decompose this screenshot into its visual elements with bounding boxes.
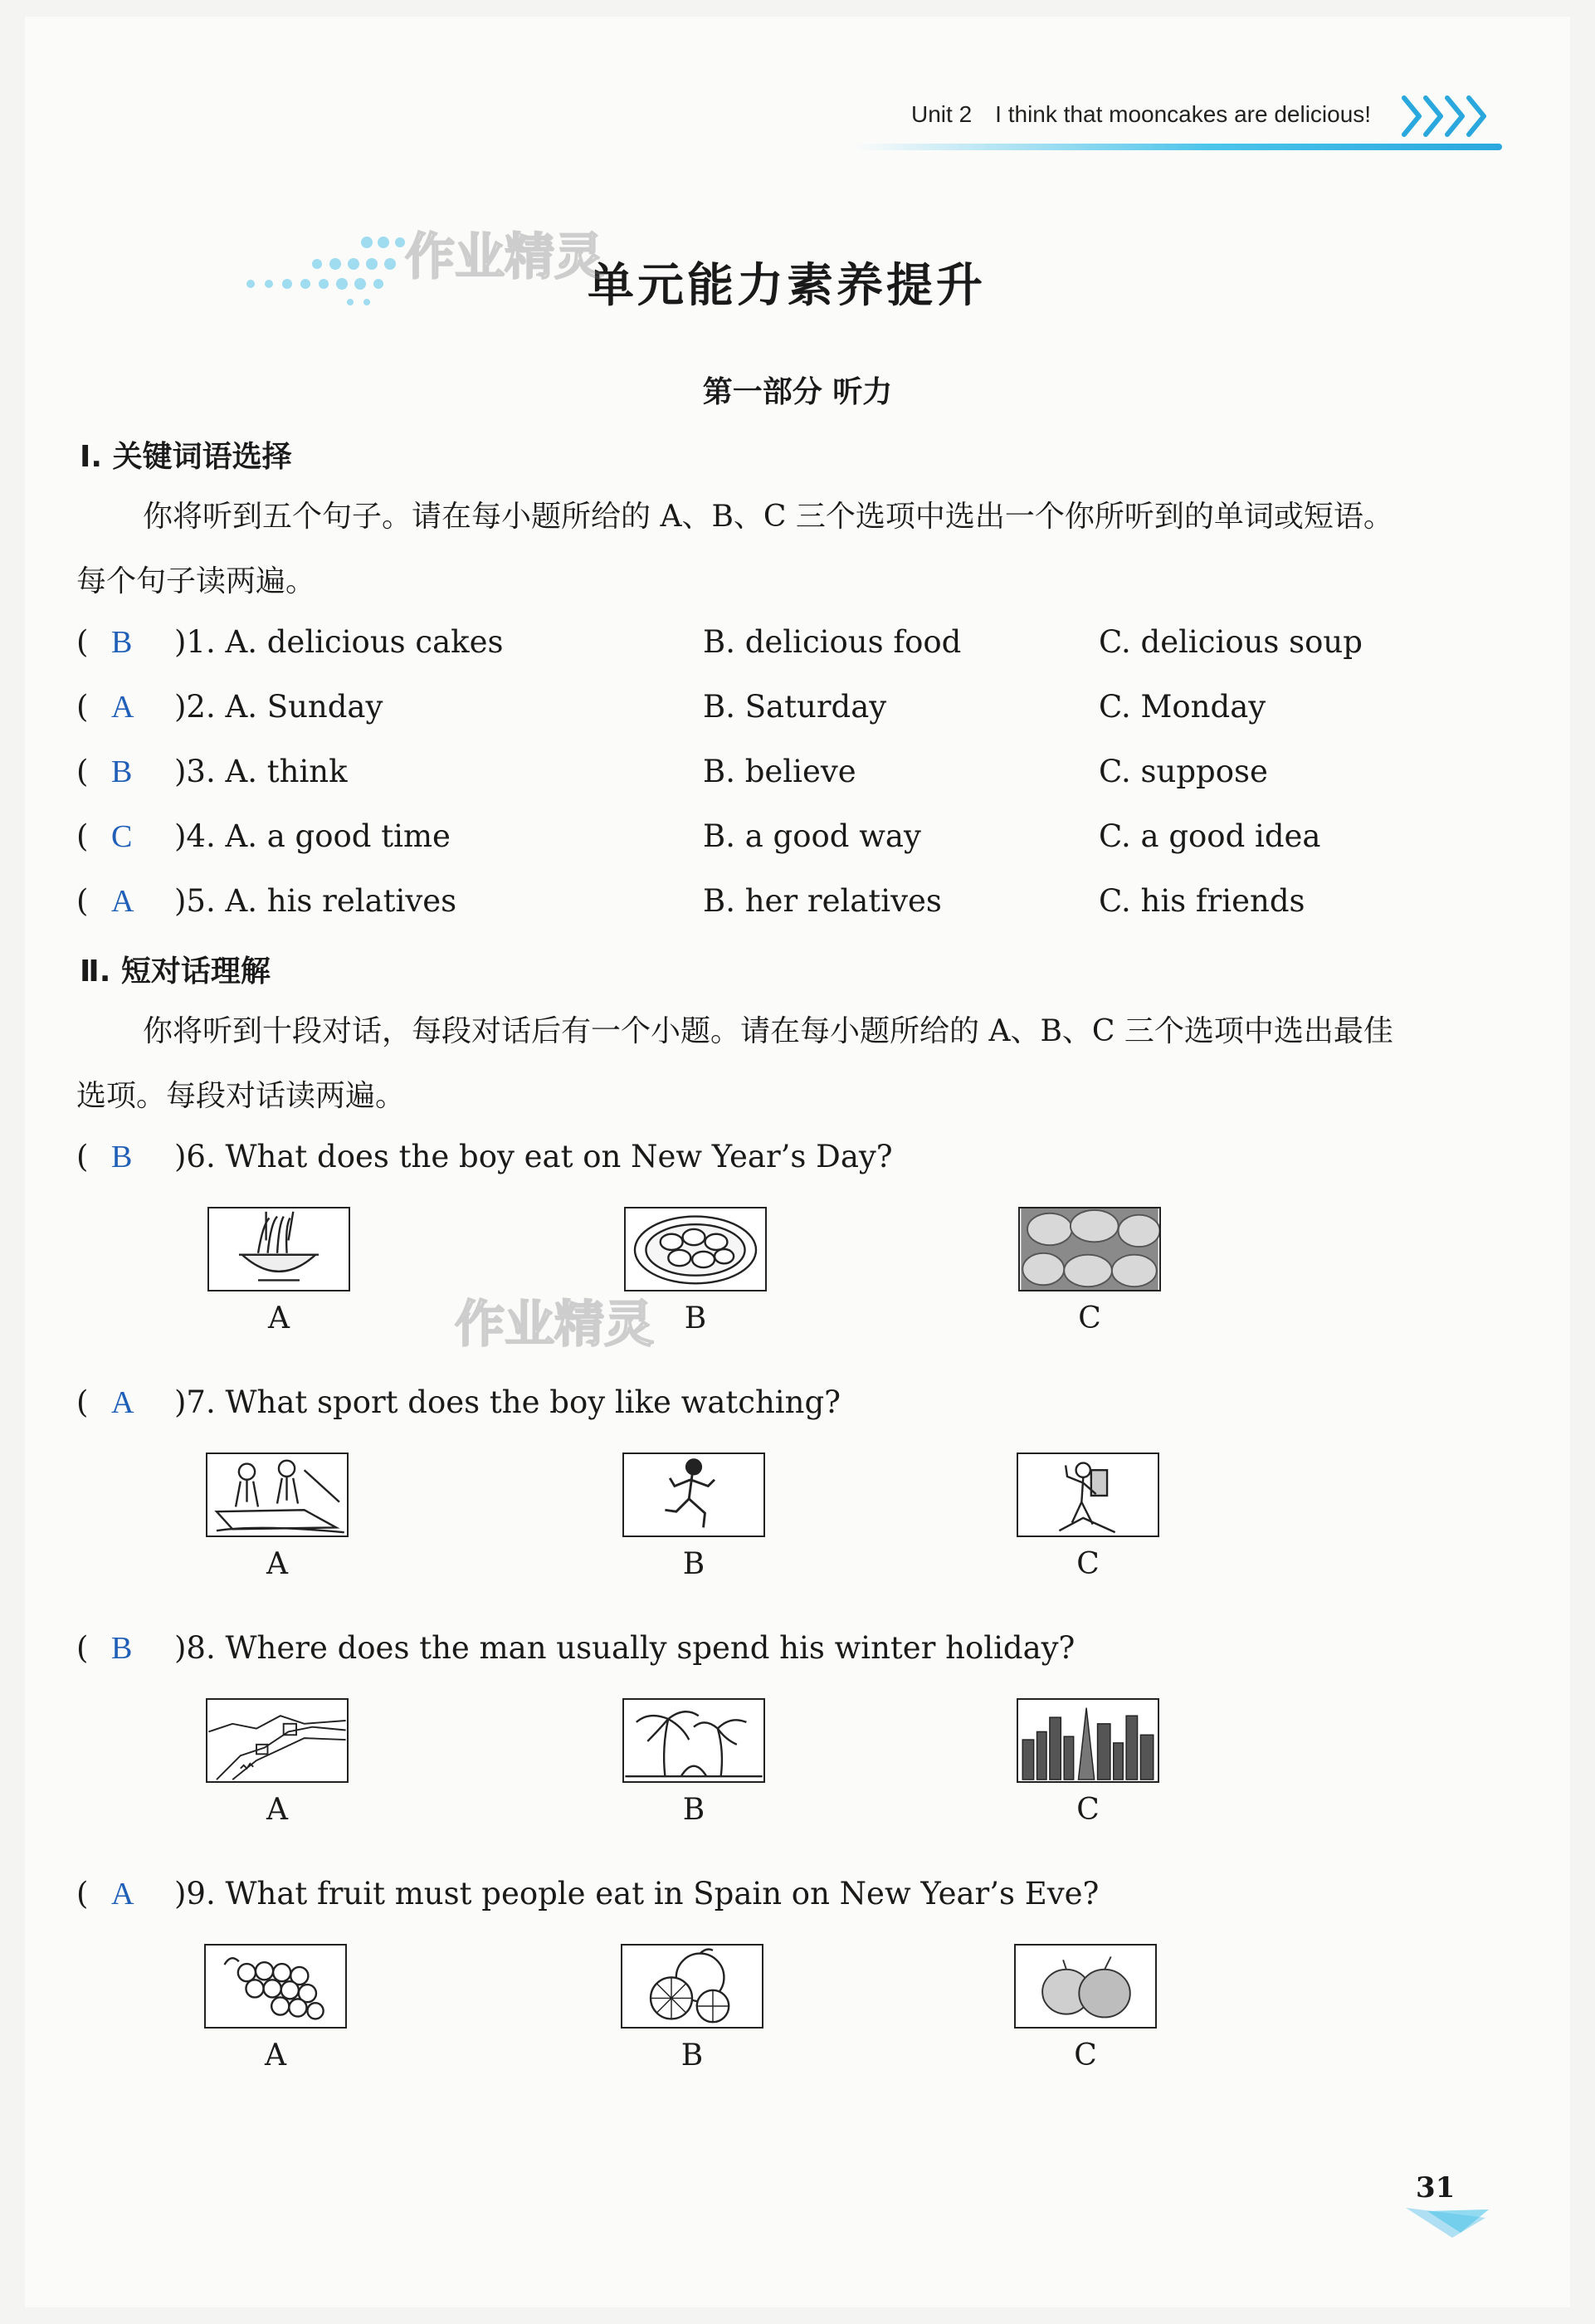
picture-label-c: C (1076, 1547, 1100, 1581)
question-4-option-a: )4. A. a good time (174, 818, 451, 854)
question-3-option-a: )3. A. think (174, 754, 348, 789)
answer-7: A (111, 1385, 134, 1420)
question-1-option-a: )1. A. delicious cakes (174, 624, 504, 660)
running-icon[interactable] (622, 1452, 765, 1537)
header-unit: Unit 2 (911, 101, 973, 127)
picture-label-c: C (1076, 1793, 1100, 1827)
question-3-option-c: C. suppose (1099, 754, 1268, 789)
city-skyline-icon[interactable] (1017, 1698, 1159, 1783)
question-7-text: )7. What sport does the boy like watching? (174, 1384, 841, 1420)
section1-title: Ⅰ. 关键词语选择 (80, 440, 292, 474)
section1-instruction-line1: 你将听到五个句子。请在每小题所给的 A、B、C 三个选项中选出一个你所听到的单词或短语。 (143, 500, 1393, 534)
picture-label-a: A (268, 1301, 290, 1335)
picture-label-c: C (1078, 1301, 1101, 1335)
question-4-option-c: C. a good idea (1099, 818, 1321, 854)
great-wall-icon[interactable] (206, 1698, 349, 1783)
noodles-icon[interactable] (207, 1207, 350, 1291)
page-title: 单元能力素养提升 (588, 259, 986, 313)
chevron-arrows-icon (1401, 91, 1500, 141)
picture-label-b: B (680, 2038, 704, 2073)
question-5-option-a: )5. A. his relatives (174, 883, 457, 919)
paren-open: ( (76, 754, 89, 789)
paren-open: ( (76, 1384, 89, 1420)
question-6-text: )6. What does the boy eat on New Year’s Day? (174, 1139, 893, 1174)
apples-icon[interactable] (1014, 1944, 1157, 2029)
section2-title: Ⅱ. 短对话理解 (80, 954, 271, 989)
answer-9: A (111, 1877, 134, 1911)
paren-open: ( (76, 883, 89, 919)
section1-instruction-line2: 每个句子读两遍。 (76, 564, 316, 598)
paren-open: ( (76, 1876, 89, 1911)
section2-instruction-line2: 选项。每段对话读两遍。 (76, 1079, 406, 1113)
picture-label-b: B (682, 1547, 705, 1581)
paren-open: ( (76, 818, 89, 854)
answer-4: C (111, 819, 133, 854)
steamed-buns-icon[interactable] (1018, 1207, 1161, 1291)
question-5-option-c: C. his friends (1099, 883, 1305, 919)
rowing-icon[interactable] (206, 1452, 349, 1537)
question-5-option-b: B. her relatives (703, 883, 942, 919)
answer-2: A (111, 690, 134, 725)
paren-open: ( (76, 689, 89, 725)
oranges-icon[interactable] (621, 1944, 763, 2029)
question-2-option-b: B. Saturday (703, 689, 887, 725)
grapes-icon[interactable] (204, 1944, 347, 2029)
picture-label-a: A (265, 2038, 286, 2073)
decorative-dots-icon (217, 231, 417, 305)
climbing-icon[interactable] (1017, 1452, 1159, 1537)
part-title: 第一部分 听力 (702, 375, 893, 409)
answer-5: A (111, 884, 134, 919)
dumplings-icon[interactable] (624, 1207, 767, 1291)
picture-label-a: A (266, 1793, 288, 1827)
question-8-text: )8. Where does the man usually spend his winter holiday? (174, 1630, 1076, 1666)
question-9-text: )9. What fruit must people eat in Spain on New Year’s Eve? (174, 1876, 1100, 1911)
running-header (911, 101, 1371, 128)
picture-label-b: B (684, 1301, 707, 1335)
question-4-option-b: B. a good way (703, 818, 921, 854)
question-1-option-b: B. delicious food (703, 624, 962, 660)
watermark-top: 作业精灵 (405, 228, 604, 286)
answer-1: B (111, 625, 133, 660)
paren-open: ( (76, 1139, 89, 1174)
picture-label-a: A (266, 1547, 288, 1581)
header-title: I think that mooncakes are delicious! (995, 101, 1372, 127)
question-2-option-c: C. Monday (1099, 689, 1266, 725)
picture-label-b: B (682, 1793, 705, 1827)
answer-6: B (111, 1140, 133, 1174)
beach-icon[interactable] (622, 1698, 765, 1783)
question-2-option-a: )2. A. Sunday (174, 689, 383, 725)
answer-3: B (111, 754, 133, 789)
question-1-option-c: C. delicious soup (1099, 624, 1363, 660)
picture-label-c: C (1074, 2038, 1097, 2073)
page-number: 31 (1416, 2171, 1456, 2204)
paren-open: ( (76, 1630, 89, 1666)
paren-open: ( (76, 624, 89, 660)
header-rule (855, 144, 1502, 150)
section2-instruction-line1: 你将听到十段对话，每段对话后有一个小题。请在每小题所给的 A、B、C 三个选项中选出最佳 (143, 1014, 1393, 1048)
watermark-middle: 作业精灵 (455, 1296, 654, 1354)
answer-8: B (111, 1631, 133, 1666)
question-3-option-b: B. believe (703, 754, 856, 789)
